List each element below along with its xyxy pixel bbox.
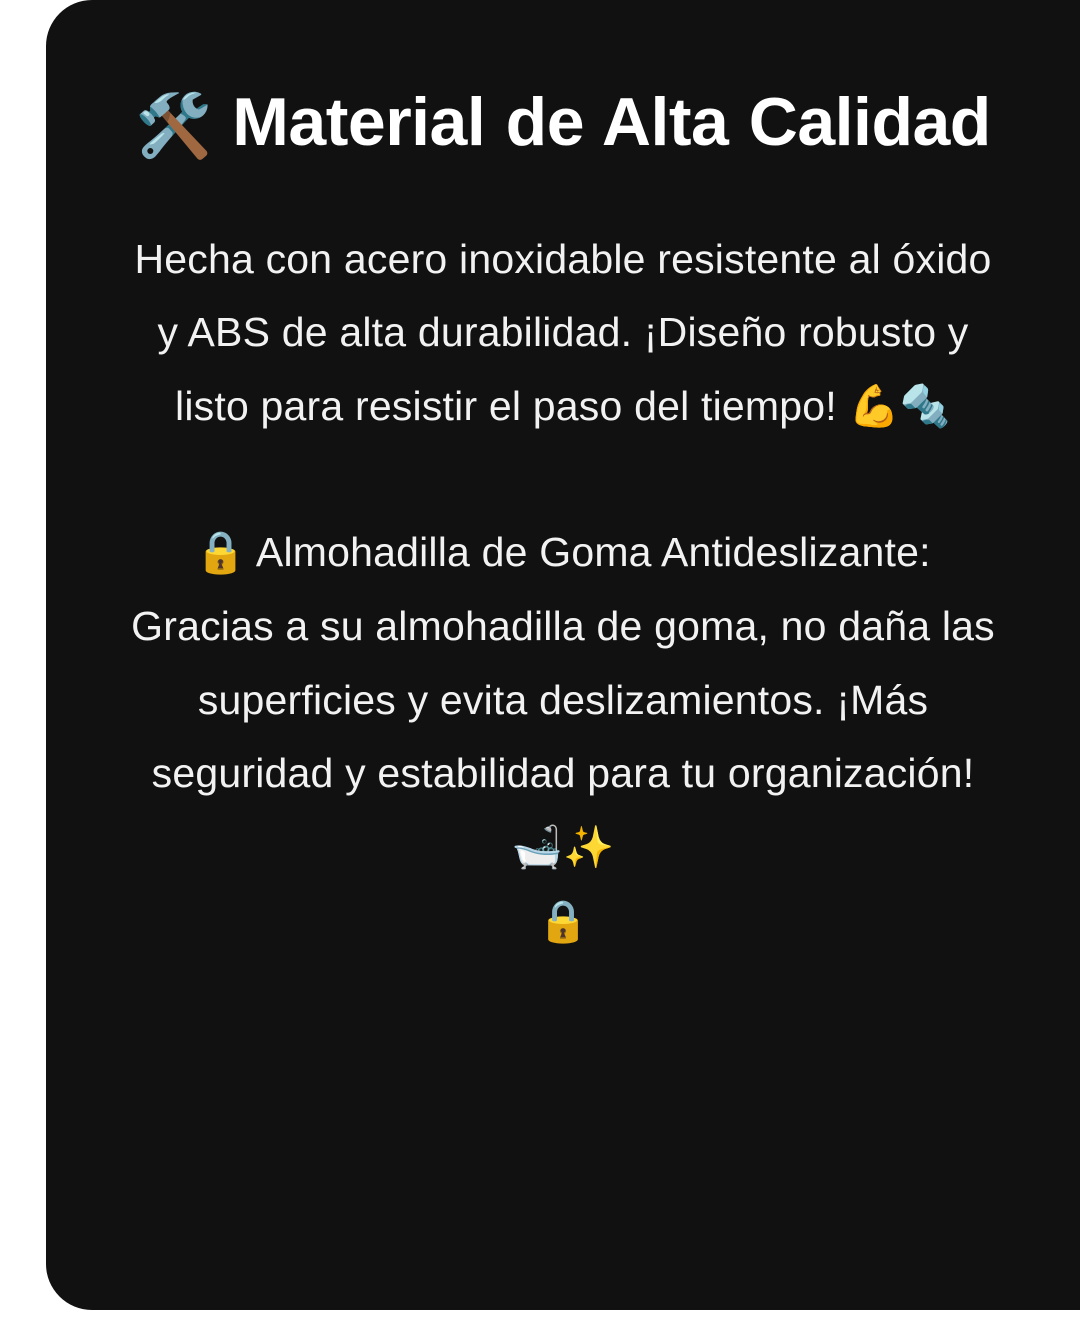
rubber-pad-title: 🔒 Almohadilla de Goma Antideslizante: [195, 528, 931, 575]
paragraph-spacer [130, 444, 996, 516]
lock-icon: 🔒 [537, 896, 589, 945]
page-title-text: Material de Alta Calidad [232, 84, 991, 160]
card-content [130, 74, 996, 959]
page-title [130, 74, 996, 171]
rubber-pad-paragraph: Gracias a su almohadilla de goma, no daña las superficies y evita deslizamientos. ¡Más seguridad y estabilidad para tu organización! 🛁✨ [131, 602, 995, 871]
feature-card [46, 0, 1080, 1310]
hammer-and-wrench-icon: 🛠️ [135, 89, 212, 162]
material-paragraph: Hecha con acero inoxidable resistente al óxido y ABS de alta durabilidad. ¡Diseño robusto y listo para resistir el paso del tiempo! 💪🔩 [134, 235, 992, 430]
